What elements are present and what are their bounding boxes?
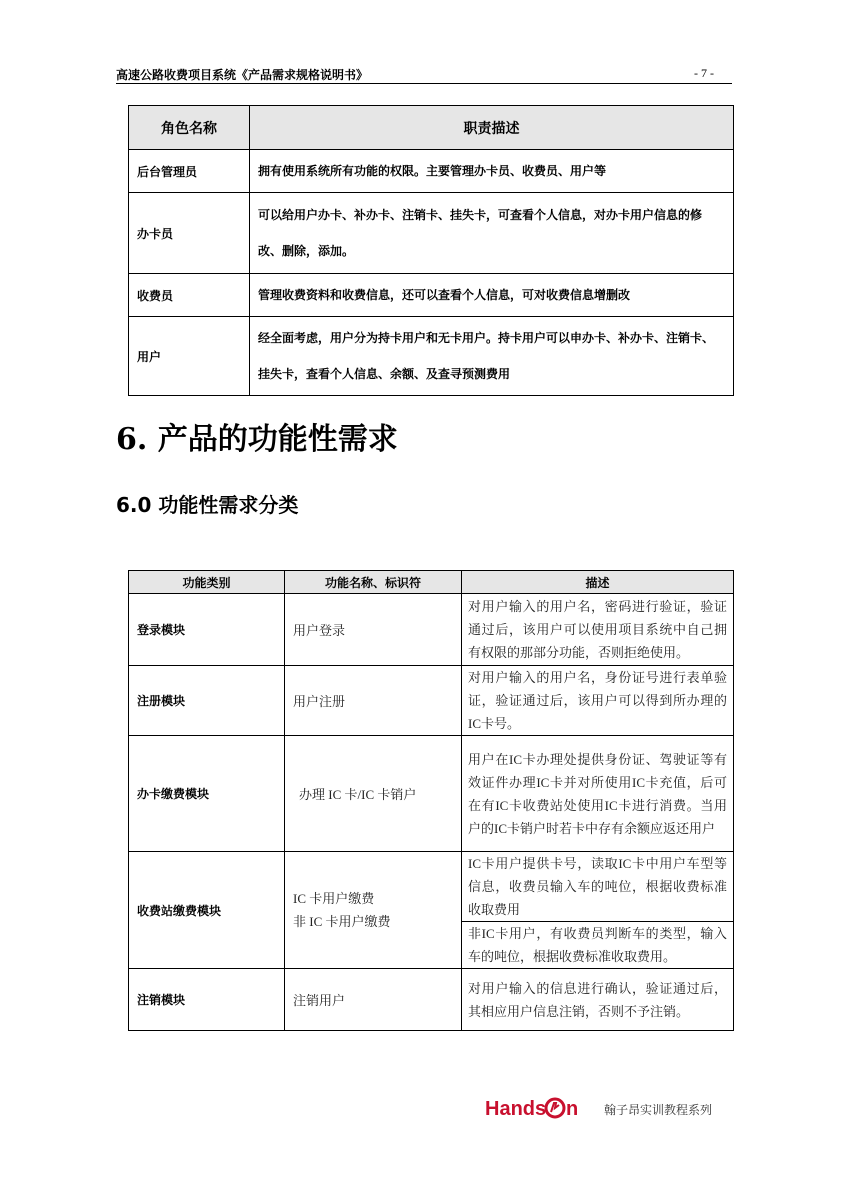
function-description: 对用户输入的用户名，身份证号进行表单验证，验证通过后，该用户可以得到所办理的IC卡号。 [462, 666, 734, 736]
table-row [129, 150, 734, 193]
function-description: 对用户输入的信息进行确认，验证通过后，其相应用户信息注销，否则不予注销。 [462, 969, 734, 1031]
header-rule [116, 83, 732, 84]
column-header: 功能类别 [129, 571, 285, 594]
role-name: 后台管理员 [129, 150, 250, 193]
column-header: 功能名称、标识符 [285, 571, 462, 594]
series-label: 翰子昂实训教程系列 [604, 1103, 713, 1117]
table-header-row [129, 571, 734, 594]
table-row [129, 274, 734, 317]
document-header-title: 高速公路收费项目系统《产品需求规格说明书》 [116, 68, 369, 82]
column-header: 角色名称 [129, 106, 250, 150]
function-description: 用户在IC卡办理处提供身份证、驾驶证等有效证件办理IC卡并对所使用IC卡充值，后可在有IC卡收费站处使用IC卡进行消费。当用户的IC卡销户时若卡中存有余额应返还用户 [462, 736, 734, 852]
role-name: 收费员 [129, 274, 250, 317]
table-row [129, 969, 734, 1031]
svg-text:Hands: Hands [485, 1098, 547, 1120]
role-description: 拥有使用系统所有功能的权限。主要管理办卡员、收费员、用户等 [250, 150, 734, 193]
table-row [129, 193, 734, 274]
function-category: 收费站缴费模块 [129, 852, 285, 969]
role-description: 经全面考虑，用户分为持卡用户和无卡用户。持卡用户可以申办卡、补办卡、注销卡、挂失卡，查看个人信息、余额、及查寻预测费用 [250, 317, 734, 396]
svg-text:n: n [566, 1098, 579, 1120]
table-row [129, 666, 734, 736]
function-category: 注销模块 [129, 969, 285, 1031]
function-category: 登录模块 [129, 594, 285, 666]
function-name [285, 852, 462, 969]
column-header: 职责描述 [250, 106, 734, 150]
table-row [129, 317, 734, 396]
subsection-heading: 6.0 功能性需求分类 [116, 493, 299, 517]
role-name: 办卡员 [129, 193, 250, 274]
column-header: 描述 [462, 571, 734, 594]
role-name: 用户 [129, 317, 250, 396]
function-table [128, 570, 734, 1031]
table-row [129, 852, 734, 922]
function-category: 办卡缴费模块 [129, 736, 285, 852]
function-category: 注册模块 [129, 666, 285, 736]
table-header-row [129, 106, 734, 150]
function-description: 非IC卡用户，有收费员判断车的类型，输入车的吨位，根据收费标准收取费用。 [462, 922, 734, 969]
page-number: - 7 - [694, 66, 714, 80]
function-name-line: IC 卡用户缴费 [293, 891, 375, 906]
function-description: 对用户输入的用户名，密码进行验证，验证通过后，该用户可以使用项目系统中自己拥有权限的那部分功能，否则拒绝使用。 [462, 594, 734, 666]
section-heading: 6. 产品的功能性需求 [116, 422, 398, 457]
table-row [129, 736, 734, 852]
function-name: 用户注册 [285, 666, 462, 736]
function-name: 办理 IC 卡/IC 卡销户 [285, 736, 462, 852]
function-description: IC卡用户提供卡号，读取IC卡中用户车型等信息，收费员输入车的吨位，根据收费标准收取费用 [462, 852, 734, 922]
role-description: 管理收费资料和收费信息，还可以查看个人信息，可对收费信息增删改 [250, 274, 734, 317]
function-name-line: 非 IC 卡用户缴费 [293, 914, 391, 929]
function-name: 注销用户 [285, 969, 462, 1031]
handson-logo-icon [485, 1094, 591, 1122]
table-row [129, 594, 734, 666]
role-description: 可以给用户办卡、补办卡、注销卡、挂失卡，可查看个人信息，对办卡用户信息的修改、删除，添加。 [250, 193, 734, 274]
function-name: 用户登录 [285, 594, 462, 666]
handson-logo [485, 1094, 591, 1122]
roles-table [128, 105, 734, 396]
